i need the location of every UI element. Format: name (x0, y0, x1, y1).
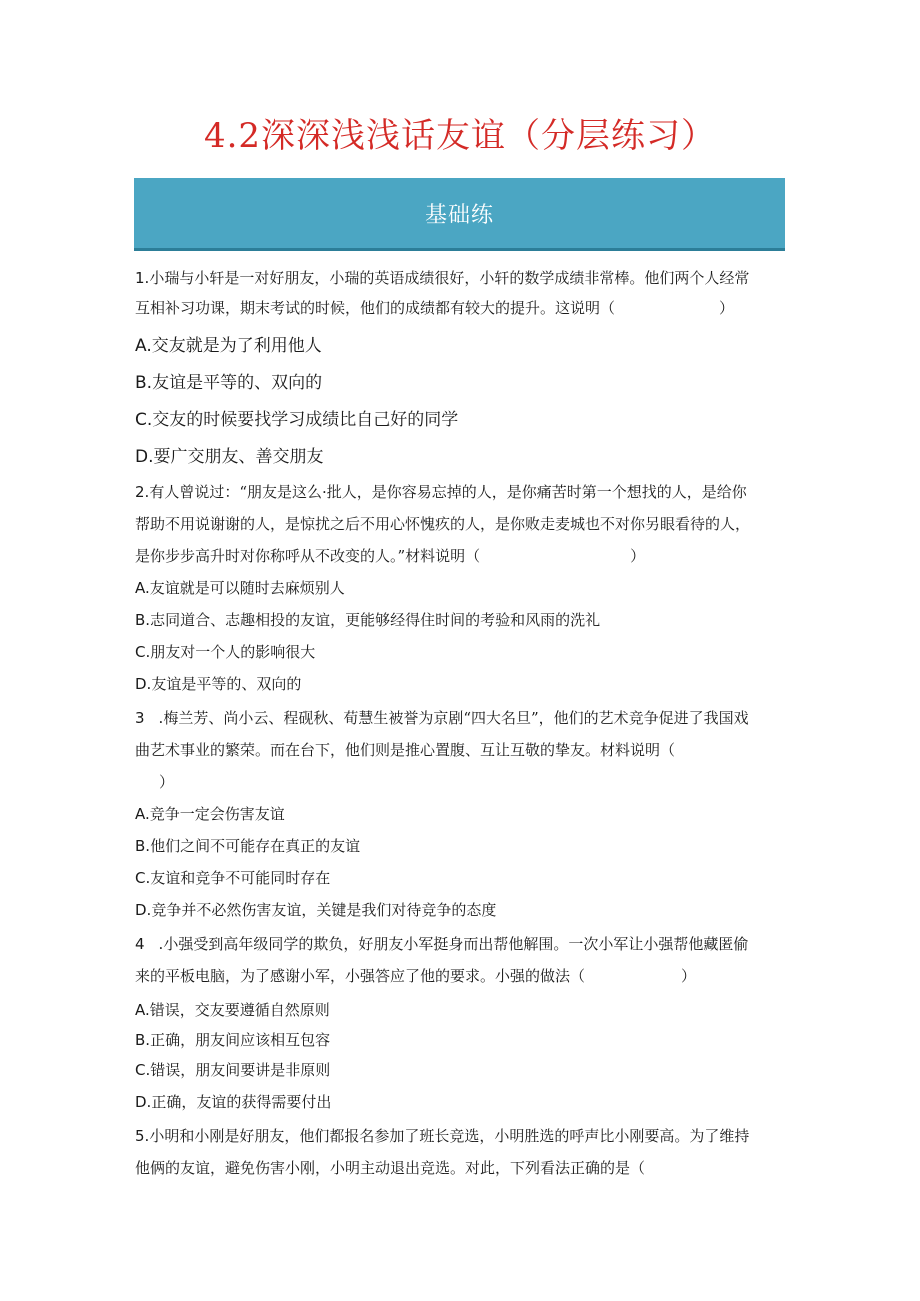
question-4-option-a: A.错误，交友要遵循自然原则 (135, 1001, 330, 1019)
question-3-option-a: A.竞争一定会伤害友谊 (135, 805, 285, 823)
question-2-option-c: C.朋友对一个人的影响很大 (135, 643, 316, 661)
question-4-option-c: C.错误，朋友间要讲是非原则 (135, 1061, 331, 1079)
question-1-line-2: 互相补习功课，期末考试的时候，他们的成绩都有较大的提升。这说明（ ） (135, 299, 735, 317)
question-1-line-1: 1.小瑞与小轩是一对好朋友，小瑞的英语成绩很好，小轩的数学成绩非常棒。他们两个人经常 (135, 269, 750, 287)
question-1-option-a: A.交友就是为了利用他人 (135, 336, 322, 356)
question-1-option-b: B.友谊是平等的、双向的 (135, 373, 323, 393)
question-3-option-c: C.友谊和竞争不可能同时存在 (135, 869, 331, 887)
question-4-line-1: 4 .小强受到高年级同学的欺负，好朋友小军挺身而出帮他解围。一次小军让小强帮他藏匿偷 (135, 935, 749, 953)
question-3-option-b: B.他们之间不可能存在真正的友谊 (135, 837, 361, 855)
question-3-line-3: ） (159, 773, 175, 791)
page-title: 4.2深深浅浅话友谊（分层练习） (203, 116, 717, 156)
question-2-line-2: 帮助不用说谢谢的人，是惊扰之后不用心怀愧疚的人，是你败走麦城也不对你另眼看待的人， (135, 515, 751, 533)
question-3-option-d: D.竞争并不必然伤害友谊，关键是我们对待竞争的态度 (135, 901, 497, 919)
question-2-option-b: B.志同道合、志趣相投的友谊，更能够经得住时间的考验和风雨的洗礼 (135, 611, 601, 629)
question-1-option-c: C.交友的时候要找学习成绩比自己好的同学 (135, 410, 459, 430)
question-2-line-3: 是你步步高升时对你称呼从不改变的人。”材料说明（ ） (135, 547, 646, 565)
question-3-line-1: 3 .梅兰芳、尚小云、程砚秋、荀慧生被誉为京剧“四大名旦”，他们的艺术竞争促进了我国戏 (135, 709, 749, 727)
question-3-line-2: 曲艺术事业的繁荣。而在台下，他们则是推心置腹、互让互敬的挚友。材料说明（ (135, 741, 676, 759)
question-4-option-d: D.正确，友谊的获得需要付出 (135, 1093, 332, 1111)
question-4-option-b: B.正确，朋友间应该相互包容 (135, 1031, 331, 1049)
question-5-line-1: 5.小明和小刚是好朋友，他们都报名参加了班长竞选，小明胜选的呼声比小刚要高。为了维持 (135, 1127, 750, 1145)
question-4-line-2: 来的平板电脑，为了感谢小军，小强答应了他的要求。小强的做法（ ） (135, 967, 697, 985)
section-banner (134, 178, 785, 251)
question-2-option-a: A.友谊就是可以随时去麻烦别人 (135, 579, 345, 597)
question-2-option-d: D.友谊是平等的、双向的 (135, 675, 302, 693)
section-title: 基础练 (424, 202, 494, 228)
question-2-line-1: 2.有人曾说过：“朋友是这么·批人，是你容易忘掉的人，是你痛苦时第一个想找的人，是给你 (135, 483, 747, 501)
question-1-option-d: D.要广交朋友、善交朋友 (135, 447, 324, 467)
question-5-line-2: 他俩的友谊，避免伤害小刚，小明主动退出竞选。对此，下列看法正确的是（ (135, 1159, 646, 1177)
